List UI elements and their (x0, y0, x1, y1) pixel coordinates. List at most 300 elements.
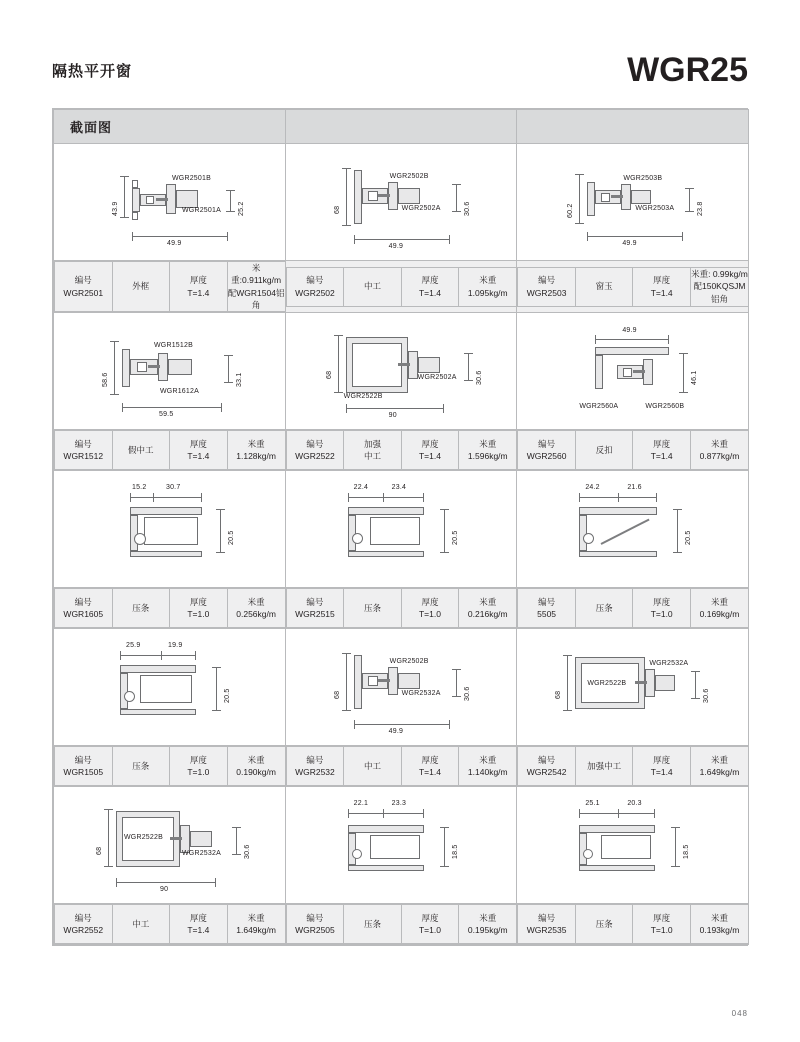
dim-tick (120, 651, 121, 660)
spec-code (286, 267, 344, 306)
dim-label: 90 (388, 412, 397, 420)
spec-name: 压条 (575, 905, 633, 944)
profile-part (368, 676, 378, 686)
dim-tick (354, 720, 355, 729)
spec-weight (459, 589, 517, 628)
dim-label: 90 (160, 886, 169, 894)
spec-row-2 (54, 430, 749, 471)
spec-header-code: 编号 (538, 596, 556, 607)
dim-line (354, 239, 450, 240)
profile-part (132, 180, 138, 188)
spec-header-thickness: 厚度 (653, 754, 671, 765)
profile-part (124, 691, 135, 702)
dim-tick (671, 866, 680, 867)
dim-tick (346, 404, 347, 413)
spec-header-weight: 米重 (710, 596, 728, 607)
dim-tick (216, 552, 225, 553)
dim-tick (673, 552, 682, 553)
dim-label: 30.6 (463, 686, 471, 702)
part-label: WGR2560A (579, 403, 619, 411)
dim-label: 15.2 (132, 484, 147, 492)
drawing-cell (54, 144, 286, 261)
dim-label: 20.5 (228, 530, 235, 546)
spec-header-code: 编号 (306, 438, 324, 449)
spec-value-thickness: T=1.4 (650, 287, 673, 298)
profile-part (418, 357, 440, 373)
drawing-cell (54, 471, 286, 588)
dim-tick (232, 827, 241, 828)
spec-weight (227, 905, 285, 944)
dim-line (444, 509, 445, 553)
spec-value-weight: 1.649kg/m (699, 767, 740, 778)
spec-value-weight: 0.256kg/m (236, 609, 276, 620)
profile-part (120, 709, 196, 715)
profile-part (583, 849, 593, 859)
spec-name: 中工 (344, 747, 402, 786)
spec-header-thickness: 厚度 (421, 754, 439, 765)
profile-part (190, 831, 212, 847)
dim-line (346, 168, 347, 226)
dim-tick (440, 827, 449, 828)
part-label: WGR2501A (182, 207, 221, 214)
spec-value-code: WGR2560 (526, 451, 567, 462)
spec-thickness (170, 431, 228, 470)
spec-value-code: WGR1605 (63, 609, 104, 620)
dim-tick (464, 380, 473, 381)
spec-value-code: WGR2522 (295, 451, 335, 462)
profile-part (579, 865, 655, 871)
dim-line (675, 827, 676, 867)
spec-weight (227, 262, 285, 312)
dim-tick (195, 651, 196, 660)
profile-part (354, 655, 362, 709)
spec-value-code: WGR2502 (295, 287, 335, 298)
spec-value-weight: 1.596kg/m (467, 451, 508, 462)
dim-line (132, 236, 228, 237)
spec-code (518, 589, 576, 628)
spec-cell (54, 261, 286, 313)
profile-part (601, 193, 610, 202)
dim-tick (579, 493, 580, 502)
spec-value-code: WGR2505 (295, 925, 335, 936)
spec-header-thickness: 厚度 (421, 596, 439, 607)
dim-label: 23.3 (391, 800, 407, 808)
dim-tick (671, 827, 680, 828)
spec-header-weight: 米重 (247, 438, 265, 449)
dim-tick (656, 493, 657, 502)
profile-part (370, 517, 420, 545)
spec-code (55, 905, 113, 944)
table-band-row (54, 110, 749, 144)
dim-tick (342, 653, 351, 654)
dim-label: 24.2 (585, 484, 600, 492)
profile-part (148, 365, 160, 368)
dim-label: 30.6 (475, 370, 483, 386)
spec-header-weight: 米重 (247, 912, 265, 923)
dim-label: 18.5 (451, 844, 459, 860)
spec-value-thickness: T=1.4 (187, 287, 210, 298)
spec-cell (54, 904, 286, 945)
spec-header-weight: 米重 (710, 754, 728, 765)
dim-line (236, 827, 237, 855)
dim-tick (440, 509, 449, 510)
profile-part (655, 675, 675, 691)
spec-name: 压条 (344, 589, 402, 628)
spec-value-weight: 1.649kg/m (236, 925, 276, 936)
dim-line (384, 497, 424, 498)
spec-row-4 (54, 746, 749, 787)
spec-header-code: 编号 (306, 275, 324, 286)
spec-weight (459, 747, 517, 786)
profile-part (168, 359, 192, 375)
spec-value-weight: 0.169kg/m (699, 609, 740, 620)
spec-value-code: WGR1505 (63, 767, 104, 778)
dim-tick (423, 809, 424, 818)
dim-line (120, 655, 162, 656)
drawing-row-3 (54, 471, 749, 588)
dim-tick (227, 232, 228, 241)
spec-value-thickness: T=1.4 (650, 767, 673, 778)
dim-label: 30.6 (463, 201, 471, 216)
dim-label: 23.8 (697, 201, 705, 216)
profile-part (132, 188, 140, 212)
drawing-cell (54, 629, 286, 746)
dim-line (619, 813, 655, 814)
dim-line (108, 809, 109, 867)
dim-line (346, 653, 347, 711)
dim-label: 18.5 (683, 844, 691, 860)
dim-label: 59.5 (159, 411, 174, 419)
spec-code (55, 262, 113, 312)
drawing-cell (285, 144, 517, 261)
dim-line (677, 509, 678, 553)
part-label: WGR2501B (172, 175, 211, 182)
dim-label: 49.9 (388, 243, 404, 250)
spec-thickness (401, 905, 459, 944)
profile-part (368, 191, 378, 201)
spec-cell (517, 904, 749, 945)
spec-name: 压条 (344, 905, 402, 944)
dim-line (348, 497, 384, 498)
dim-tick (685, 211, 694, 212)
spec-header-weight: 米重 (710, 438, 728, 449)
spec-header-thickness: 厚度 (653, 275, 671, 286)
spec-value-name2: 中工 (363, 451, 381, 462)
band-empty-2 (285, 110, 517, 144)
spec-value-weight-note: 配WGR1504铝角 (227, 287, 285, 310)
dim-label: 30.6 (244, 844, 251, 860)
dim-tick (215, 878, 216, 887)
spec-header-code: 编号 (538, 438, 556, 449)
dim-label: 20.3 (627, 800, 642, 808)
profile-part (398, 363, 410, 366)
spec-header-code: 编号 (306, 912, 324, 923)
page-header (0, 44, 800, 96)
dim-line (689, 188, 690, 212)
part-label: WGR2532A (649, 660, 689, 668)
dim-label: 33.1 (236, 372, 243, 388)
dim-line (122, 407, 222, 408)
dim-line (220, 509, 221, 553)
dim-label: 25.2 (238, 201, 245, 216)
dim-tick (440, 552, 449, 553)
spec-value-thickness: T=1.4 (418, 451, 441, 462)
dim-tick (452, 669, 461, 670)
dim-tick (691, 698, 700, 699)
spec-cell (285, 904, 517, 945)
spec-cell (54, 588, 286, 629)
dim-line (114, 341, 115, 395)
spec-thickness (633, 431, 691, 470)
drawing-cell (517, 144, 749, 261)
dim-line (338, 335, 339, 393)
spec-code (55, 589, 113, 628)
spec-header-thickness: 厚度 (189, 596, 207, 607)
spec-value-thickness: T=1.0 (418, 609, 441, 620)
profile-part (398, 188, 420, 204)
dim-tick (440, 866, 449, 867)
spec-name: 窗玉 (575, 267, 633, 306)
spec-name (344, 431, 402, 470)
dim-line (154, 497, 202, 498)
dim-tick (452, 211, 461, 212)
dim-tick (575, 223, 584, 224)
dim-tick (120, 176, 129, 177)
profile-part (120, 665, 196, 673)
part-label: WGR1612A (160, 388, 199, 396)
dim-tick (679, 392, 688, 393)
spec-cell (517, 430, 749, 471)
dim-line (587, 236, 683, 237)
part-label: WGR2502A (401, 205, 441, 212)
drawing-cell (517, 313, 749, 430)
spec-header-thickness: 厚度 (189, 912, 207, 923)
spec-value-name: 加强 (363, 438, 381, 449)
dim-tick (691, 671, 700, 672)
dim-tick (563, 655, 572, 656)
spec-value-weight: 0.195kg/m (467, 925, 508, 936)
spec-value-thickness: T=1.4 (187, 451, 210, 462)
dim-line (683, 353, 684, 393)
spec-header-thickness: 厚度 (189, 438, 207, 449)
profile-part (583, 533, 594, 544)
spec-value-weight: 1.140kg/m (467, 767, 508, 778)
spec-name: 假中工 (112, 431, 170, 470)
spec-code (518, 431, 576, 470)
part-label: WGR2522B (343, 393, 383, 401)
spec-code (286, 431, 344, 470)
spec-value-thickness: T=1.0 (187, 767, 210, 778)
dim-label: 20.5 (224, 688, 231, 704)
spec-cell (285, 746, 517, 787)
dim-line (230, 190, 231, 212)
dim-label: 25.9 (126, 642, 141, 650)
drawing-cell (54, 313, 286, 430)
dim-label: 30.6 (703, 688, 711, 704)
dim-tick (342, 225, 351, 226)
drawing-cell (285, 787, 517, 904)
dim-tick (212, 667, 221, 668)
spec-value-weight: 0.216kg/m (467, 609, 508, 620)
drawing-cell (54, 787, 286, 904)
spec-weight (227, 431, 285, 470)
dim-tick (668, 335, 669, 344)
dim-label: 43.9 (112, 201, 119, 216)
spec-value-thickness: T=1.4 (187, 925, 210, 936)
profile-part (579, 825, 655, 833)
spec-name: 压条 (112, 589, 170, 628)
dim-label: 22.4 (353, 484, 369, 492)
dim-tick (116, 878, 117, 887)
spec-value-weight: 米重:0.911kg/m (231, 263, 282, 286)
profile-part (611, 195, 623, 198)
spec-thickness (401, 589, 459, 628)
dim-label: 20.5 (685, 530, 693, 546)
spec-header-weight: 米重 (247, 596, 265, 607)
dim-label: 68 (555, 691, 563, 700)
dim-line (116, 882, 216, 883)
profile-part (354, 170, 362, 224)
spec-thickness (170, 262, 228, 312)
part-label: WGR2532A (401, 690, 441, 698)
spec-header-code: 编号 (538, 275, 556, 286)
spec-name: 压条 (575, 589, 633, 628)
band-label: 截面图 (54, 110, 286, 144)
part-label: WGR2502B (389, 658, 429, 666)
dim-line (619, 497, 657, 498)
spec-value-weight: 0.193kg/m (699, 925, 740, 936)
dim-tick (575, 174, 584, 175)
spec-value-thickness: T=1.4 (418, 767, 441, 778)
dim-line (567, 655, 568, 711)
spec-header-thickness: 厚度 (421, 912, 439, 923)
spec-cell (517, 588, 749, 629)
spec-weight (227, 747, 285, 786)
part-label: WGR2532A (182, 850, 221, 858)
spec-value-code: WGR2542 (526, 767, 567, 778)
dim-tick (443, 404, 444, 413)
spec-name: 中工 (112, 905, 170, 944)
profile-part (348, 507, 424, 515)
spec-header-thickness: 厚度 (189, 275, 207, 286)
dim-tick (348, 809, 349, 818)
spec-thickness (633, 267, 691, 306)
spec-header-code: 编号 (74, 275, 92, 286)
spec-thickness (633, 589, 691, 628)
part-label: WGR2522B (587, 680, 627, 688)
profile-part (631, 190, 651, 204)
band-empty-3 (517, 110, 749, 144)
spec-header-weight: 米重 (479, 912, 497, 923)
spec-header-code: 编号 (306, 596, 324, 607)
spec-header-thickness: 厚度 (421, 275, 439, 286)
series-code: WGR25 (627, 50, 748, 89)
profile-part (398, 673, 420, 689)
dim-line (354, 724, 450, 725)
profile-part (352, 849, 362, 859)
profile-part (378, 679, 390, 682)
spec-cell (285, 588, 517, 629)
dim-tick (132, 232, 133, 241)
dim-line (384, 813, 424, 814)
profile-part (122, 349, 130, 387)
profile-part (601, 835, 651, 859)
spec-header-weight: 米重 (479, 596, 497, 607)
dim-tick (679, 353, 688, 354)
dim-tick (104, 866, 113, 867)
dim-tick (673, 509, 682, 510)
spec-header-code: 编号 (538, 754, 556, 765)
dim-tick (226, 211, 235, 212)
dim-tick (342, 168, 351, 169)
dim-label: 46.1 (691, 370, 699, 386)
dim-label: 22.1 (353, 800, 369, 808)
spec-value-code: WGR2515 (295, 609, 335, 620)
part-label: WGR2502A (417, 374, 457, 382)
spec-cell (285, 261, 517, 313)
spec-weight (459, 905, 517, 944)
dim-label: 68 (333, 205, 341, 214)
spec-cell (54, 430, 286, 471)
spec-header-weight: 米重 (479, 754, 497, 765)
dim-tick (449, 720, 450, 729)
spec-weight (227, 589, 285, 628)
spec-thickness (170, 589, 228, 628)
dim-tick (449, 235, 450, 244)
part-label: WGR2503B (623, 175, 663, 182)
drawing-cell (285, 313, 517, 430)
dim-label: 49.9 (388, 728, 404, 736)
part-label: WGR2560B (645, 403, 685, 411)
spec-header-code: 编号 (74, 912, 92, 923)
dim-line (695, 671, 696, 699)
spec-header-thickness: 厚度 (653, 438, 671, 449)
dim-tick (423, 493, 424, 502)
page-title: 隔热平开窗 (52, 62, 133, 80)
spec-code (286, 589, 344, 628)
profile-part (132, 212, 138, 220)
spec-weight (690, 267, 748, 306)
spec-header-thickness: 厚度 (189, 754, 207, 765)
spec-name: 外框 (112, 262, 170, 312)
dim-tick (595, 335, 596, 344)
spec-code (518, 267, 576, 306)
spec-value-code: WGR2503 (526, 287, 567, 298)
dim-tick (130, 493, 131, 502)
profile-part (130, 551, 202, 557)
drawing-row-2 (54, 313, 749, 430)
dim-tick (212, 710, 221, 711)
drawing-row-5 (54, 787, 749, 904)
profile-part (348, 551, 424, 557)
spec-value-code: WGR2532 (295, 767, 335, 778)
dim-line (468, 353, 469, 381)
profile-part (137, 362, 147, 372)
spec-thickness (170, 905, 228, 944)
dim-tick (110, 341, 119, 342)
dim-tick (226, 190, 235, 191)
dim-line (579, 813, 619, 814)
profile-part (348, 865, 424, 871)
dim-line (346, 408, 444, 409)
spec-header-weight: 米重 (479, 275, 497, 286)
dim-tick (110, 394, 119, 395)
dim-tick (654, 809, 655, 818)
spec-code (518, 747, 576, 786)
profile-part (595, 355, 603, 389)
spec-name: 反扣 (575, 431, 633, 470)
dim-tick (682, 232, 683, 241)
